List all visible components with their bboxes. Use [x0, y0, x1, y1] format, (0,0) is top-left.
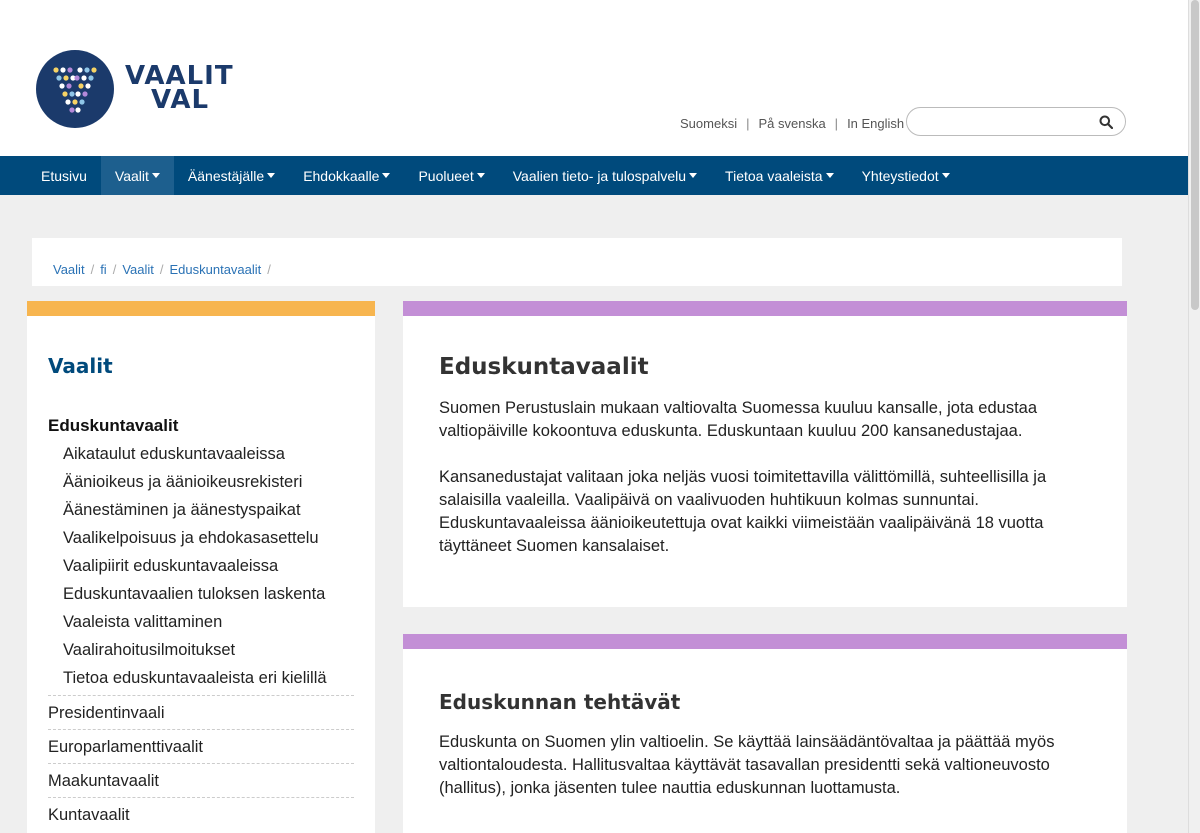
caret-down-icon — [942, 173, 950, 178]
site-header — [0, 0, 1188, 156]
sidebar-subitem[interactable]: Vaalirahoitusilmoitukset — [63, 641, 236, 659]
caret-down-icon — [152, 173, 160, 178]
main-nav — [0, 156, 1188, 195]
search-icon[interactable] — [1099, 115, 1113, 129]
caret-down-icon — [826, 173, 834, 178]
breadcrumb: Vaalit / fi / Vaalit / Eduskuntavaalit / — [32, 238, 1122, 286]
sidebar-subitem[interactable]: Vaalipiirit eduskuntavaaleissa — [63, 557, 279, 575]
sidebar-item-presidentinvaali[interactable]: Presidentinvaali — [48, 695, 354, 729]
lang-link-sv[interactable]: På svenska — [758, 116, 826, 131]
caret-down-icon — [477, 173, 485, 178]
logo-line2: VAL — [151, 85, 210, 115]
search-input[interactable] — [919, 113, 1094, 131]
nav-item-ehdokkaalle[interactable]: Ehdokkaalle — [289, 156, 404, 195]
body-paragraph: Eduskunta on Suomen ylin valtioelin. Se käyttää lainsäädäntövaltaa ja päättää myös valtiontaloudesta. Hallitusvaltaa käyttävät tasavallan presidentti sekä valtioneuvosto (hallitus), jonka jäsenten tulee nauttia eduskunnan luottamusta. — [439, 733, 1055, 797]
sidebar-subitem[interactable]: Äänestäminen ja äänestyspaikat — [63, 501, 301, 519]
sidebar-subitem[interactable]: Vaaleista valittaminen — [63, 613, 223, 631]
caret-down-icon — [382, 173, 390, 178]
caret-down-icon — [267, 173, 275, 178]
nav-item-etusivu[interactable]: Etusivu — [41, 167, 87, 184]
scrollbar-thumb[interactable] — [1191, 0, 1199, 310]
breadcrumb-link[interactable]: Vaalit — [53, 262, 85, 277]
sidebar-subitem[interactable]: Eduskuntavaalien tuloksen laskenta — [63, 585, 326, 603]
caret-down-icon — [689, 173, 697, 178]
nav-item-puolueet[interactable]: Puolueet — [404, 156, 498, 195]
language-switcher: Suomeksi | På svenska | In English — [680, 116, 905, 131]
logo-text[interactable] — [125, 61, 234, 115]
nav-item-yhteystiedot[interactable]: Yhteystiedot — [848, 156, 964, 195]
content-card-tehtavat — [403, 634, 1127, 833]
body-paragraph: Kansanedustajat valitaan joka neljäs vuosi toimitettavilla välittömillä, suhteellisilla ja salaisilla vaaleilla. Vaalipäivä on vaalivuoden huhtikuun kolmas sunnuntai. Eduskuntavaaleissa äänioikeutettuja ovat kaikki viimeistään vaalipäivänä 18 vuotta täyttäneet Suomen kansalaiset. — [439, 468, 1047, 555]
breadcrumb-link[interactable]: Eduskuntavaalit — [169, 262, 262, 277]
sidebar-menu — [48, 412, 354, 831]
nav-item-vaalit[interactable]: Vaalit — [101, 156, 174, 195]
lang-link-en[interactable]: In English — [847, 116, 905, 131]
sidebar-item-eduskuntavaalit[interactable]: Eduskuntavaalit — [48, 416, 179, 435]
content-card-eduskuntavaalit — [403, 301, 1127, 607]
page-scrollbar[interactable] — [1188, 0, 1200, 833]
vaalit-logo-icon[interactable] — [36, 50, 114, 128]
intro-paragraph: Suomen Perustuslain mukaan valtiovalta Suomessa kuuluu kansalle, jota edustaa valtiopäiville kokoontuva eduskunta. Eduskuntaan kuuluu 200 kansanedustajaa. — [439, 399, 1038, 440]
sidebar — [27, 301, 375, 833]
search-box — [906, 107, 1126, 136]
sidebar-subitem[interactable]: Vaalikelpoisuus ja ehdokasasettelu — [63, 529, 319, 547]
nav-item-tulospalvelu[interactable]: Vaalien tieto- ja tulospalvelu — [499, 156, 711, 195]
sidebar-subitem[interactable]: Tietoa eduskuntavaaleista eri kielillä — [63, 669, 327, 687]
nav-item-tietoa-vaaleista[interactable]: Tietoa vaaleista — [711, 156, 848, 195]
sidebar-title: Vaalit — [48, 354, 113, 378]
lang-link-fi[interactable]: Suomeksi — [680, 116, 738, 131]
page-title: Eduskuntavaalit — [439, 354, 649, 380]
section-title: Eduskunnan tehtävät — [439, 690, 681, 714]
sidebar-item-kuntavaalit[interactable]: Kuntavaalit — [48, 797, 354, 831]
sidebar-subitem[interactable]: Aikataulut eduskuntavaaleissa — [63, 445, 285, 463]
nav-item-aanestajalle[interactable]: Äänestäjälle — [174, 156, 289, 195]
logo-line1: VAALIT — [125, 61, 234, 91]
sidebar-subitem[interactable]: Äänioikeus ja äänioikeusrekisteri — [63, 473, 303, 491]
breadcrumb-link[interactable]: fi — [100, 262, 107, 277]
sidebar-item-europarlamenttivaalit[interactable]: Europarlamenttivaalit — [48, 729, 354, 763]
breadcrumb-link[interactable]: Vaalit — [122, 262, 154, 277]
sidebar-item-maakuntavaalit[interactable]: Maakuntavaalit — [48, 763, 354, 797]
